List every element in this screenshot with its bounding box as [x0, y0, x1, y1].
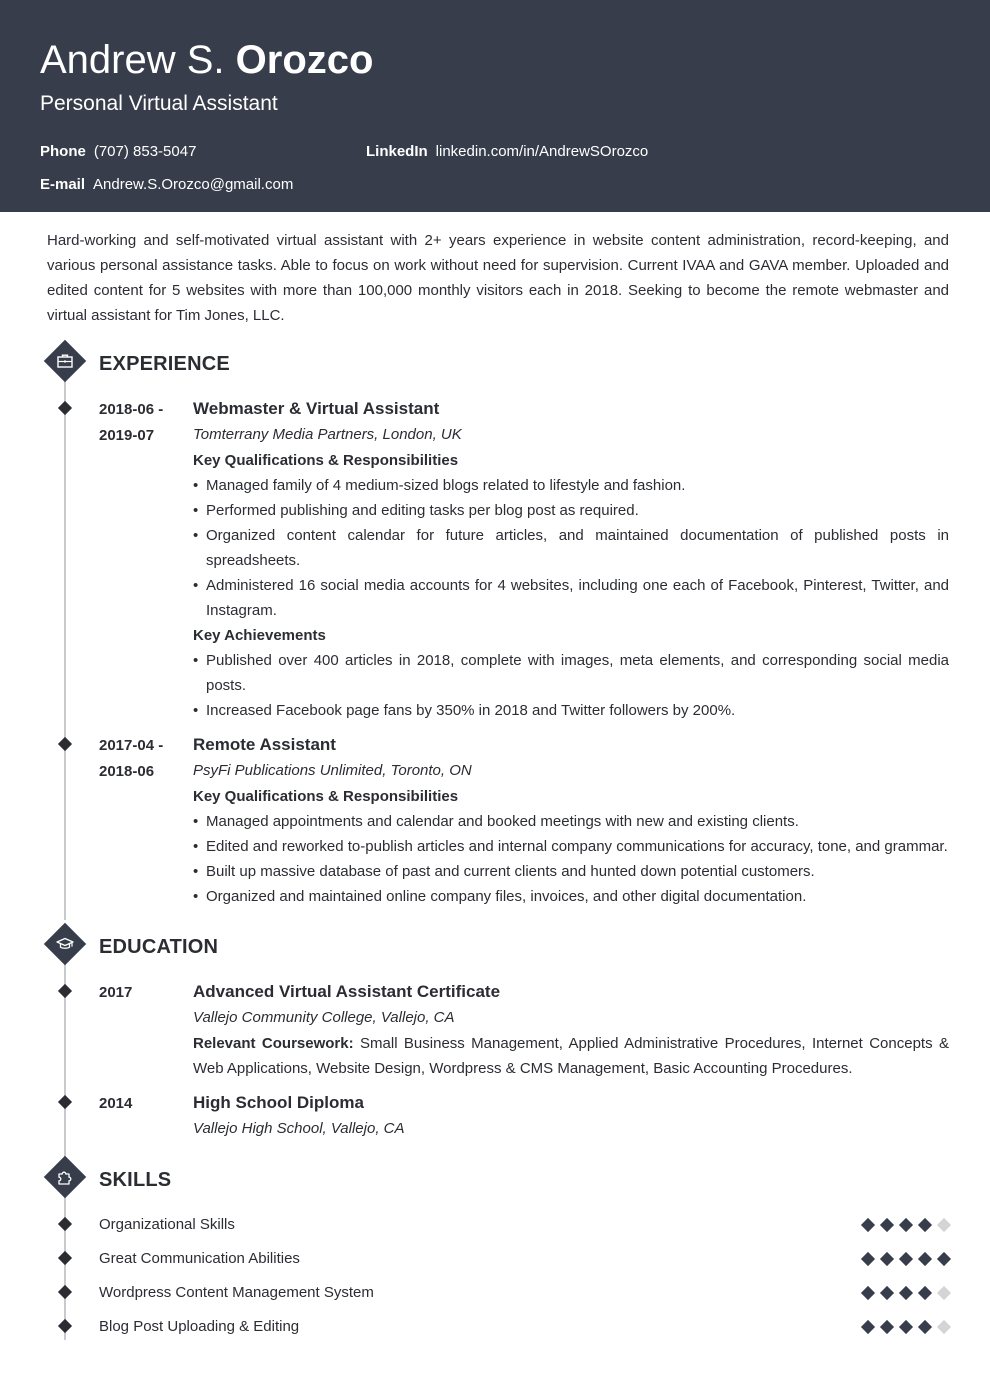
phone-label: Phone [40, 143, 86, 160]
job-entry [193, 732, 949, 909]
achievements-list [193, 648, 949, 723]
rating-diamond-filled [899, 1252, 913, 1266]
skill-row [99, 1317, 949, 1337]
timeline-marker [58, 1095, 72, 1109]
rating-diamond-filled [880, 1218, 894, 1232]
responsibilities-heading: Key Qualifications & Responsibilities [193, 452, 459, 469]
contact-email [40, 175, 293, 195]
job-entry [193, 396, 949, 723]
briefcase-icon [44, 340, 86, 382]
skill-name: Organizational Skills [99, 1216, 235, 1233]
timeline-marker [58, 1217, 72, 1231]
rating-diamond-filled [899, 1218, 913, 1232]
responsibilities-list [193, 473, 949, 623]
rating-diamond-filled [880, 1252, 894, 1266]
rating-diamond-filled [918, 1218, 932, 1232]
education-year: 2017 [99, 984, 133, 1001]
job-date-start: 2018-06 - [99, 401, 164, 418]
job-date-end: 2019-07 [99, 427, 155, 444]
list-item: • Edited and reworked to-publish articles and internal company communications for accuracy, tone, and grammar. [193, 834, 949, 859]
coursework-label: Relevant Coursework: [193, 1035, 354, 1052]
education-entry [193, 1090, 949, 1142]
skill-rating [863, 1287, 949, 1299]
education-year: 2014 [99, 1095, 133, 1112]
resume-header [0, 0, 990, 212]
rating-diamond-filled [937, 1252, 951, 1266]
list-item: • Increased Facebook page fans by 350% in 2018 and Twitter followers by 200%. [193, 698, 949, 723]
rating-diamond-empty [937, 1218, 951, 1232]
coursework [193, 1031, 949, 1081]
experience-heading: EXPERIENCE [99, 353, 230, 375]
timeline-marker [58, 737, 72, 751]
rating-diamond-filled [861, 1286, 875, 1300]
job-dates [99, 733, 189, 785]
rating-diamond-empty [937, 1286, 951, 1300]
experience-timeline [64, 380, 66, 920]
skill-name: Great Communication Abilities [99, 1250, 300, 1267]
rating-diamond-filled [918, 1252, 932, 1266]
rating-diamond-empty [937, 1320, 951, 1334]
job-title: Remote Assistant [193, 735, 336, 754]
degree-title: High School Diploma [193, 1093, 364, 1112]
job-date-start: 2017-04 - [99, 737, 164, 754]
job-title: Personal Virtual Assistant [40, 92, 278, 115]
responsibilities-list [193, 809, 949, 909]
timeline-marker [58, 1251, 72, 1265]
puzzle-icon [44, 1156, 86, 1198]
list-item: • Published over 400 articles in 2018, complete with images, meta elements, and corresponding social media posts. [193, 648, 949, 698]
rating-diamond-filled [918, 1286, 932, 1300]
job-company: PsyFi Publications Unlimited, Toronto, ON [193, 762, 472, 779]
rating-diamond-filled [880, 1286, 894, 1300]
rating-diamond-filled [899, 1286, 913, 1300]
list-item: • Administered 16 social media accounts for 4 websites, including one each of Facebook, Pinterest, Twitter, and Instagram. [193, 573, 949, 623]
list-item: • Organized content calendar for future articles, and maintained documentation of published posts in spreadsheets. [193, 523, 949, 573]
timeline-marker [58, 401, 72, 415]
education-heading: EDUCATION [99, 936, 219, 958]
job-company: Tomterrany Media Partners, London, UK [193, 426, 462, 443]
skill-name: Blog Post Uploading & Editing [99, 1318, 300, 1335]
education-entry [193, 979, 949, 1081]
last-name: Orozco [235, 38, 374, 82]
list-item: • Built up massive database of past and current clients and hunted down potential customers. [193, 859, 949, 884]
timeline-marker [58, 984, 72, 998]
list-item: • Performed publishing and editing tasks per blog post as required. [193, 498, 949, 523]
contact-phone [40, 142, 196, 162]
job-date-end: 2018-06 [99, 763, 155, 780]
list-item: • Organized and maintained online company files, invoices, and other digital documentation. [193, 884, 949, 909]
skill-rating [863, 1321, 949, 1333]
rating-diamond-filled [899, 1320, 913, 1334]
skill-rating [863, 1219, 949, 1231]
achievements-heading: Key Achievements [193, 627, 326, 644]
skill-row [99, 1249, 949, 1269]
coursework-text: Small Business Management, Applied Administrative Procedures, Internet Concepts & Web Applications, Website Design, Wordpress & CMS Management, Basic Accounting Procedures. [193, 1035, 949, 1077]
responsibilities-heading: Key Qualifications & Responsibilities [193, 788, 459, 805]
graduation-cap-icon [44, 923, 86, 965]
job-title: Webmaster & Virtual Assistant [193, 399, 440, 418]
list-item: • Managed appointments and calendar and booked meetings with new and existing clients. [193, 809, 949, 834]
rating-diamond-filled [861, 1252, 875, 1266]
timeline-marker [58, 1319, 72, 1333]
rating-diamond-filled [880, 1320, 894, 1334]
timeline-marker [58, 1285, 72, 1299]
profile-summary: Hard-working and self-motivated virtual assistant with 2+ years experience in website content administration, record-keeping, and various personal assistance tasks. Able to focus on work without need for supervision. Current IVAA and GAVA member. Uploaded and edited content for 5 websites with more than 100,000 monthly visitors each in 2018. Seeking to become the remote webmaster and virtual assistant for Tim Jones, LLC. [47, 232, 949, 324]
skill-row [99, 1215, 949, 1235]
rating-diamond-filled [861, 1320, 875, 1334]
linkedin-link[interactable]: linkedin.com/in/AndrewSOrozco [435, 143, 649, 160]
school-name: Vallejo High School, Vallejo, CA [193, 1120, 405, 1137]
rating-diamond-filled [918, 1320, 932, 1334]
email-label: E-mail [40, 176, 86, 193]
list-item: • Managed family of 4 medium-sized blogs related to lifestyle and fashion. [193, 473, 949, 498]
contact-linkedin [366, 142, 648, 162]
job-dates [99, 397, 189, 449]
linkedin-label: LinkedIn [366, 143, 428, 160]
skill-rating [863, 1253, 949, 1265]
candidate-name [40, 37, 373, 83]
rating-diamond-filled [861, 1218, 875, 1232]
school-name: Vallejo Community College, Vallejo, CA [193, 1009, 455, 1026]
skill-row [99, 1283, 949, 1303]
email-link[interactable]: Andrew.S.Orozco@gmail.com [93, 176, 294, 193]
skill-name: Wordpress Content Management System [99, 1284, 374, 1301]
skills-heading: SKILLS [99, 1169, 172, 1191]
phone-value: (707) 853-5047 [93, 143, 197, 160]
first-name: Andrew S. [40, 38, 225, 82]
degree-title: Advanced Virtual Assistant Certificate [193, 982, 501, 1001]
